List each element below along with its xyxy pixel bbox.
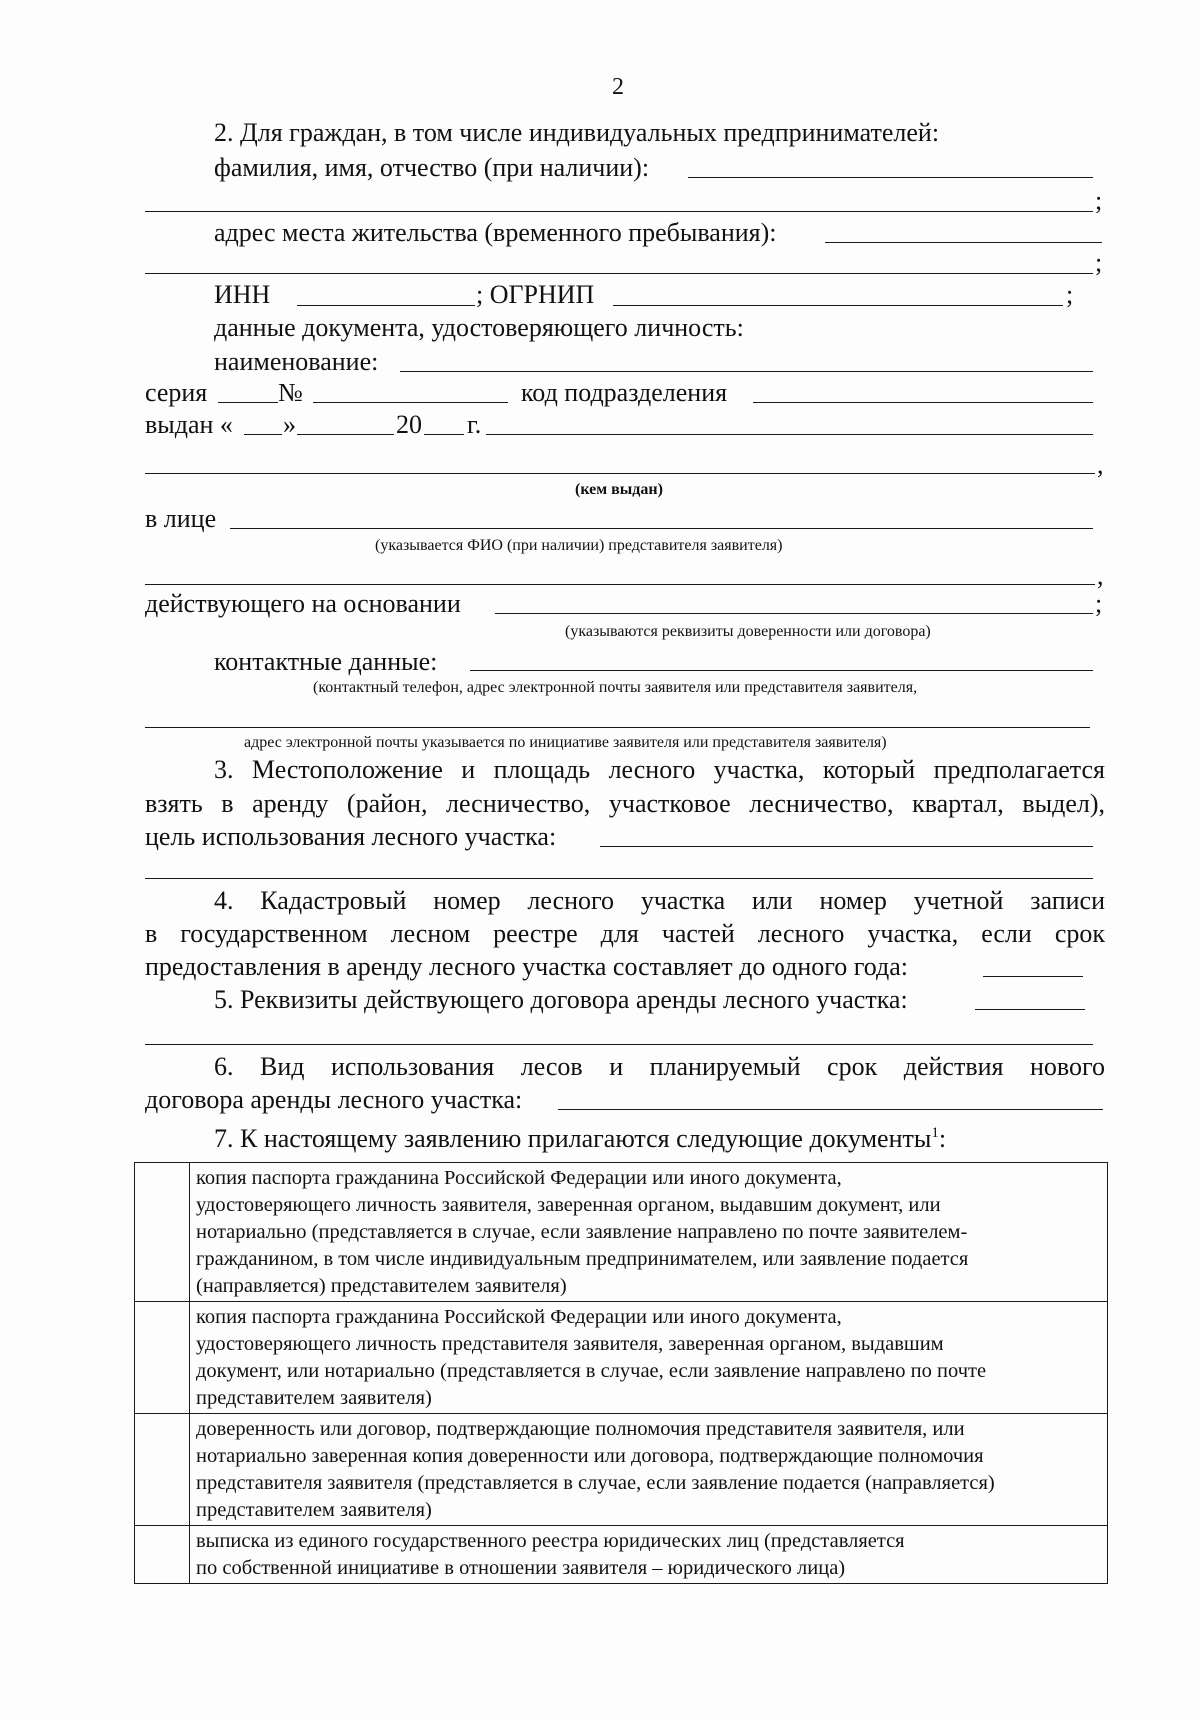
lease-contract-field-continuation[interactable] — [145, 1044, 1093, 1045]
representative-caption: (указывается ФИО (при наличии) представителя заявителя) — [375, 537, 783, 554]
number-label: № — [278, 378, 303, 407]
representative-comma: , — [1097, 561, 1104, 590]
document-checkbox-cell[interactable] — [135, 1414, 190, 1526]
document-text-line: нотариально (представляется в случае, если заявление направлено по почте заявителем- — [196, 1221, 968, 1243]
address-label: адрес места жительства (временного пребывания): — [214, 218, 777, 247]
document-text-line: по собственной инициативе в отношении заявителя – юридического лица) — [196, 1557, 846, 1579]
basis-caption: (указываются реквизиты доверенности или договора) — [565, 623, 931, 640]
cadastral-number-field[interactable] — [983, 976, 1083, 977]
section-4-line-2: в государственном лесном реестре для частей лесного участка, если срок — [145, 919, 1105, 948]
document-description — [190, 1526, 1108, 1584]
section-5-line-1: 5. Реквизиты действующего договора аренды лесного участка: — [214, 985, 908, 1014]
table-row — [135, 1526, 1108, 1584]
basis-label: действующего на основании — [145, 589, 461, 618]
section-7-colon: : — [938, 1124, 947, 1153]
id-document-label: данные документа, удостоверяющего личность: — [214, 313, 744, 342]
ogrnip-field[interactable] — [613, 305, 1063, 306]
footnote-mark: 1 — [931, 1125, 939, 1141]
ogrnip-semicolon: ; — [1066, 280, 1074, 309]
issued-day-field[interactable] — [244, 434, 282, 435]
issued-quote-close: » — [283, 410, 296, 439]
section-4-line-1: 4. Кадастровый номер лесного участка или номер учетной записи — [214, 886, 1105, 915]
number-field[interactable] — [313, 402, 508, 403]
issued-year-field[interactable] — [424, 434, 464, 435]
lease-contract-field[interactable] — [975, 1009, 1085, 1010]
issued-by-field[interactable] — [145, 473, 1095, 474]
table-row — [135, 1163, 1108, 1302]
section-6-line-2: договора аренды лесного участка: — [145, 1085, 523, 1114]
fio-semicolon: ; — [1095, 186, 1103, 215]
ogrnip-label: ; ОГРНИП — [476, 280, 595, 309]
representative-field[interactable] — [230, 528, 1093, 529]
location-field-continuation[interactable] — [145, 878, 1093, 879]
division-code-field[interactable] — [753, 402, 1093, 403]
contacts-label: контактные данные: — [214, 647, 438, 676]
inn-field[interactable] — [297, 305, 475, 306]
fio-field[interactable] — [688, 177, 1093, 178]
basis-field[interactable] — [495, 613, 1093, 614]
document-checkbox-cell[interactable] — [135, 1526, 190, 1584]
document-description — [190, 1302, 1108, 1414]
section-6-line-1: 6. Вид использования лесов и планируемый срок действия нового — [214, 1052, 1105, 1081]
contacts-field-continuation[interactable] — [145, 727, 1090, 728]
section-3-line-2: взять в аренду (район, лесничество, участковое лесничество, квартал, выдел), — [145, 789, 1105, 818]
document-text-line: выписка из единого государственного реестра юридических лиц (представляется — [196, 1530, 905, 1552]
page-number: 2 — [612, 74, 624, 100]
section-2-heading: 2. Для граждан, в том числе индивидуальных предпринимателей: — [214, 118, 940, 147]
document-text-line: удостоверяющего личность заявителя, заверенная органом, выдавшим документ, или — [196, 1194, 941, 1216]
forest-use-field[interactable] — [558, 1109, 1103, 1110]
contacts-caption-2: адрес электронной почты указывается по инициативе заявителя или представителя заявителя) — [244, 734, 887, 751]
document-description — [190, 1163, 1108, 1302]
year-suffix: г. — [467, 410, 482, 439]
table-row — [135, 1302, 1108, 1414]
representative-label: в лице — [145, 504, 217, 533]
document-text-line: копия паспорта гражданина Российской Федерации или иного документа, — [196, 1167, 842, 1189]
section-4-line-3: предоставления в аренду лесного участка составляет до одного года: — [145, 952, 909, 981]
document-checkbox-cell[interactable] — [135, 1302, 190, 1414]
document-text-line: (направляется) представителем заявителя) — [196, 1275, 567, 1297]
section-3-line-3: цель использования лесного участка: — [145, 822, 557, 851]
issued-after-date-field[interactable] — [486, 434, 1093, 435]
basis-semicolon: ; — [1095, 589, 1103, 618]
attached-documents-table — [134, 1162, 1108, 1584]
fio-label: фамилия, имя, отчество (при наличии): — [214, 153, 650, 182]
document-text-line: нотариально заверенная копия доверенности или договора, подтверждающие полномочия — [196, 1445, 984, 1467]
document-description — [190, 1414, 1108, 1526]
document-text-line: документ, или нотариально (представляется в случае, если заявление направлено по почте — [196, 1360, 987, 1382]
division-code-label: код подразделения — [521, 378, 728, 407]
contacts-field[interactable] — [470, 670, 1093, 671]
document-text-line: гражданином, в том числе индивидуальным предпринимателем, или заявление подается — [196, 1248, 969, 1270]
location-field[interactable] — [600, 846, 1093, 847]
section-7-heading — [214, 1118, 946, 1154]
section-3-line-1: 3. Местоположение и площадь лесного участка, который предполагается — [214, 755, 1105, 784]
doc-name-field[interactable] — [400, 371, 1093, 372]
representative-field-continuation[interactable] — [145, 584, 1095, 585]
address-field[interactable] — [825, 242, 1102, 243]
document-checkbox-cell[interactable] — [135, 1163, 190, 1302]
address-semicolon: ; — [1095, 248, 1103, 277]
year-prefix: 20 — [396, 410, 422, 439]
address-field-continuation[interactable] — [145, 273, 1093, 274]
table-row — [135, 1414, 1108, 1526]
document-text-line: представителем заявителя) — [196, 1387, 432, 1409]
issued-by-comma: , — [1097, 450, 1104, 479]
doc-name-label: наименование: — [214, 347, 379, 376]
document-text-line: удостоверяющего личность представителя заявителя, заверенная органом, выдавшим — [196, 1333, 944, 1355]
section-7-heading-text: 7. К настоящему заявлению прилагаются следующие документы — [214, 1124, 932, 1153]
document-text-line: доверенность или договор, подтверждающие полномочия представителя заявителя, или — [196, 1418, 965, 1440]
fio-field-continuation[interactable] — [145, 211, 1093, 212]
issued-by-caption: (кем выдан) — [575, 481, 663, 498]
contacts-caption-1: (контактный телефон, адрес электронной почты заявителя или представителя заявителя, — [313, 679, 918, 696]
document-text-line: копия паспорта гражданина Российской Федерации или иного документа, — [196, 1306, 842, 1328]
issued-label: выдан « — [145, 410, 233, 439]
series-field[interactable] — [218, 402, 278, 403]
series-label: серия — [145, 378, 208, 407]
document-text-line: представителя заявителя (представляется в случае, если заявление подается (направляется) — [196, 1472, 995, 1494]
inn-label: ИНН — [214, 280, 271, 309]
issued-month-field[interactable] — [297, 434, 394, 435]
document-text-line: представителем заявителя) — [196, 1499, 432, 1521]
